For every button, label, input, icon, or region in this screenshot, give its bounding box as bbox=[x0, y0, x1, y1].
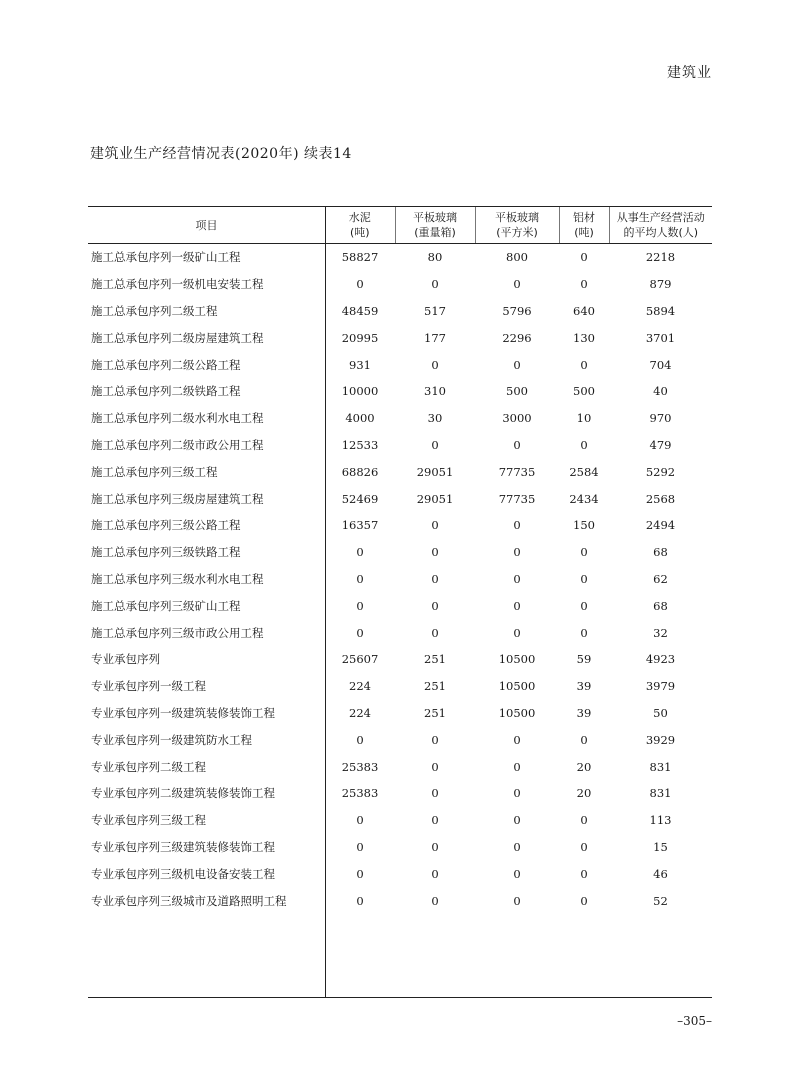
glass-area-cell: 0 bbox=[513, 545, 521, 560]
glass-weight-cell: 251 bbox=[424, 705, 446, 720]
table-row bbox=[88, 244, 712, 271]
glass-weight-cell: 251 bbox=[424, 679, 446, 694]
row-label: 专业承包序列二级建筑装修装饰工程 bbox=[91, 786, 275, 801]
employees-cell: 4923 bbox=[645, 652, 676, 667]
employees-cell: 40 bbox=[653, 384, 668, 399]
glass-area-cell: 0 bbox=[513, 839, 521, 854]
cement-cell: 224 bbox=[349, 705, 371, 720]
cement-cell: 0 bbox=[356, 625, 364, 640]
row-label: 专业承包序列三级城市及道路照明工程 bbox=[91, 893, 287, 908]
table-row bbox=[88, 619, 712, 646]
employees-cell: 50 bbox=[653, 705, 668, 720]
row-label: 专业承包序列三级建筑装修装饰工程 bbox=[91, 839, 275, 854]
employees-cell: 113 bbox=[649, 813, 672, 828]
table-row bbox=[88, 458, 712, 485]
cement-cell: 16357 bbox=[341, 518, 379, 533]
row-label: 施工总承包序列二级铁路工程 bbox=[91, 384, 241, 399]
row-label: 专业承包序列三级工程 bbox=[91, 813, 206, 828]
aluminum-cell: 0 bbox=[580, 813, 588, 828]
cement-cell: 12533 bbox=[341, 437, 379, 452]
cement-cell: 931 bbox=[349, 357, 371, 372]
table-row bbox=[88, 378, 712, 405]
row-label: 施工总承包序列三级工程 bbox=[91, 464, 218, 479]
cement-cell: 25383 bbox=[341, 759, 379, 774]
glass-area-cell: 0 bbox=[513, 732, 521, 747]
glass-area-cell: 0 bbox=[513, 813, 521, 828]
row-label: 施工总承包序列二级公路工程 bbox=[91, 357, 241, 372]
aluminum-cell: 150 bbox=[573, 518, 595, 533]
glass-weight-cell: 251 bbox=[424, 652, 446, 667]
employees-cell: 52 bbox=[653, 893, 668, 908]
column-header-unit: (重量箱) bbox=[414, 226, 456, 239]
employees-cell: 2568 bbox=[645, 491, 676, 506]
header-row bbox=[88, 207, 712, 244]
table-row bbox=[88, 673, 712, 700]
column-header-item bbox=[88, 207, 325, 244]
aluminum-cell: 0 bbox=[580, 625, 588, 640]
employees-cell: 68 bbox=[653, 545, 668, 560]
cement-cell: 25383 bbox=[341, 786, 379, 801]
cement-cell: 0 bbox=[356, 813, 364, 828]
row-label: 施工总承包序列二级房屋建筑工程 bbox=[91, 330, 264, 345]
column-header-label: 水泥 bbox=[348, 211, 371, 224]
row-label: 施工总承包序列二级市政公用工程 bbox=[91, 437, 264, 452]
glass-area-cell: 3000 bbox=[502, 411, 532, 426]
row-label: 专业承包序列二级工程 bbox=[91, 759, 206, 774]
glass-weight-cell: 0 bbox=[431, 571, 439, 586]
table-row bbox=[88, 512, 712, 539]
aluminum-cell: 0 bbox=[580, 545, 588, 560]
glass-weight-cell: 0 bbox=[431, 813, 439, 828]
employees-cell: 68 bbox=[653, 598, 668, 613]
column-header-glass-area bbox=[475, 207, 559, 244]
glass-area-cell: 500 bbox=[506, 384, 528, 399]
employees-cell: 32 bbox=[653, 625, 668, 640]
table-row bbox=[88, 539, 712, 566]
row-label: 专业承包序列三级机电设备安装工程 bbox=[91, 866, 275, 881]
column-header-label: 平板玻璃 bbox=[413, 211, 457, 224]
aluminum-cell: 0 bbox=[580, 437, 588, 452]
table-row bbox=[88, 271, 712, 298]
row-label: 施工总承包序列三级铁路工程 bbox=[91, 545, 241, 560]
cement-cell: 0 bbox=[356, 839, 364, 854]
aluminum-cell: 500 bbox=[573, 384, 595, 399]
glass-area-cell: 5796 bbox=[502, 303, 532, 318]
column-header-unit: (吨) bbox=[349, 226, 370, 239]
cement-cell: 0 bbox=[356, 866, 364, 881]
table-row bbox=[88, 351, 712, 378]
glass-weight-cell: 0 bbox=[431, 277, 439, 292]
cement-cell: 0 bbox=[356, 732, 364, 747]
aluminum-cell: 0 bbox=[580, 839, 588, 854]
aluminum-cell: 0 bbox=[580, 250, 588, 265]
statistics-table bbox=[88, 206, 712, 998]
aluminum-cell: 2434 bbox=[569, 491, 599, 506]
cement-cell: 0 bbox=[356, 277, 364, 292]
cement-cell: 0 bbox=[356, 571, 364, 586]
row-label: 施工总承包序列三级水利水电工程 bbox=[91, 571, 264, 586]
cement-cell: 68826 bbox=[341, 464, 379, 479]
glass-area-cell: 10500 bbox=[498, 679, 536, 694]
employees-cell: 2218 bbox=[645, 250, 676, 265]
row-label: 施工总承包序列三级公路工程 bbox=[91, 518, 241, 533]
cement-cell: 0 bbox=[356, 545, 364, 560]
column-header-unit: 的平均人数(人) bbox=[623, 226, 699, 239]
row-label: 施工总承包序列一级矿山工程 bbox=[91, 250, 241, 265]
glass-area-cell: 0 bbox=[513, 759, 521, 774]
row-label: 施工总承包序列二级水利水电工程 bbox=[91, 411, 264, 426]
column-header-avg-employees bbox=[609, 207, 712, 244]
cement-cell: 10000 bbox=[341, 384, 379, 399]
table-row bbox=[88, 700, 712, 727]
employees-cell: 704 bbox=[649, 357, 672, 372]
row-label: 专业承包序列一级建筑防水工程 bbox=[91, 732, 252, 747]
row-label: 专业承包序列一级工程 bbox=[91, 679, 206, 694]
aluminum-cell: 0 bbox=[580, 893, 588, 908]
glass-weight-cell: 0 bbox=[431, 893, 439, 908]
cement-cell: 224 bbox=[349, 679, 371, 694]
row-label: 施工总承包序列三级市政公用工程 bbox=[91, 625, 264, 640]
column-header-cement bbox=[325, 207, 395, 244]
glass-weight-cell: 0 bbox=[431, 625, 439, 640]
employees-cell: 3979 bbox=[645, 679, 676, 694]
glass-weight-cell: 0 bbox=[431, 759, 439, 774]
glass-area-cell: 0 bbox=[513, 598, 521, 613]
employees-cell: 5292 bbox=[645, 464, 676, 479]
glass-weight-cell: 177 bbox=[424, 330, 446, 345]
table-body bbox=[88, 244, 712, 914]
glass-weight-cell: 0 bbox=[431, 518, 439, 533]
glass-weight-cell: 0 bbox=[431, 357, 439, 372]
aluminum-cell: 130 bbox=[573, 330, 595, 345]
employees-cell: 3929 bbox=[645, 732, 676, 747]
column-header-label: 铝材 bbox=[573, 211, 595, 224]
aluminum-cell: 59 bbox=[576, 652, 592, 667]
glass-area-cell: 0 bbox=[513, 277, 521, 292]
glass-weight-cell: 0 bbox=[431, 545, 439, 560]
glass-weight-cell: 0 bbox=[431, 866, 439, 881]
cement-cell: 58827 bbox=[341, 250, 379, 265]
aluminum-cell: 39 bbox=[576, 679, 592, 694]
cement-cell: 48459 bbox=[341, 303, 379, 318]
glass-area-cell: 0 bbox=[513, 518, 521, 533]
aluminum-cell: 0 bbox=[580, 866, 588, 881]
table-row bbox=[88, 592, 712, 619]
employees-cell: 831 bbox=[649, 759, 672, 774]
table-row bbox=[88, 807, 712, 834]
aluminum-cell: 0 bbox=[580, 357, 588, 372]
employees-cell: 5894 bbox=[645, 303, 676, 318]
column-header-label: 从事生产经营活动 bbox=[616, 211, 705, 224]
table-row bbox=[88, 324, 712, 351]
glass-area-cell: 0 bbox=[513, 866, 521, 881]
data-table bbox=[88, 207, 712, 914]
employees-cell: 831 bbox=[649, 786, 672, 801]
glass-area-cell: 10500 bbox=[498, 705, 536, 720]
glass-area-cell: 0 bbox=[513, 786, 521, 801]
column-header-aluminum bbox=[559, 207, 609, 244]
glass-area-cell: 10500 bbox=[498, 652, 536, 667]
cement-cell: 4000 bbox=[345, 411, 375, 426]
row-label: 施工总承包序列三级矿山工程 bbox=[91, 598, 241, 613]
employees-cell: 879 bbox=[649, 277, 672, 292]
glass-weight-cell: 0 bbox=[431, 732, 439, 747]
row-label: 施工总承包序列三级房屋建筑工程 bbox=[91, 491, 264, 506]
employees-cell: 46 bbox=[653, 866, 668, 881]
table-row bbox=[88, 753, 712, 780]
glass-area-cell: 0 bbox=[513, 571, 521, 586]
employees-cell: 479 bbox=[649, 437, 672, 452]
table-row bbox=[88, 860, 712, 887]
aluminum-cell: 0 bbox=[580, 571, 588, 586]
row-label: 施工总承包序列一级机电安装工程 bbox=[91, 277, 264, 292]
glass-weight-cell: 0 bbox=[431, 437, 439, 452]
cement-cell: 52469 bbox=[341, 491, 379, 506]
aluminum-cell: 39 bbox=[576, 705, 592, 720]
glass-area-cell: 0 bbox=[513, 893, 521, 908]
aluminum-cell: 20 bbox=[576, 786, 592, 801]
cement-cell: 0 bbox=[356, 893, 364, 908]
aluminum-cell: 640 bbox=[573, 303, 595, 318]
aluminum-cell: 2584 bbox=[569, 464, 599, 479]
glass-area-cell: 77735 bbox=[498, 491, 536, 506]
table-row bbox=[88, 646, 712, 673]
glass-weight-cell: 310 bbox=[424, 384, 446, 399]
glass-weight-cell: 0 bbox=[431, 786, 439, 801]
table-row bbox=[88, 432, 712, 459]
glass-weight-cell: 0 bbox=[431, 839, 439, 854]
row-label: 专业承包序列一级建筑装修装饰工程 bbox=[91, 705, 275, 720]
cement-cell: 0 bbox=[356, 598, 364, 613]
row-label: 施工总承包序列二级工程 bbox=[91, 303, 218, 318]
running-head: 建筑业 bbox=[667, 65, 712, 81]
cement-cell: 25607 bbox=[341, 652, 379, 667]
employees-cell: 2494 bbox=[645, 518, 676, 533]
column-header-unit: (吨) bbox=[574, 226, 594, 239]
glass-weight-cell: 0 bbox=[431, 598, 439, 613]
glass-weight-cell: 29051 bbox=[416, 464, 454, 479]
aluminum-cell: 0 bbox=[580, 732, 588, 747]
table-row bbox=[88, 485, 712, 512]
aluminum-cell: 0 bbox=[580, 598, 588, 613]
aluminum-cell: 0 bbox=[580, 277, 588, 292]
aluminum-cell: 10 bbox=[576, 411, 592, 426]
cement-cell: 20995 bbox=[341, 330, 379, 345]
aluminum-cell: 20 bbox=[576, 759, 592, 774]
glass-weight-cell: 80 bbox=[427, 250, 443, 265]
employees-cell: 970 bbox=[649, 411, 672, 426]
glass-area-cell: 800 bbox=[506, 250, 528, 265]
table-row bbox=[88, 566, 712, 593]
employees-cell: 3701 bbox=[645, 330, 676, 345]
row-label: 专业承包序列 bbox=[91, 652, 160, 667]
table-row bbox=[88, 405, 712, 432]
glass-weight-cell: 517 bbox=[424, 303, 446, 318]
column-header-glass-weight bbox=[395, 207, 475, 244]
table-title: 建筑业生产经营情况表(2020年) 续表14 bbox=[90, 146, 352, 162]
glass-area-cell: 0 bbox=[513, 625, 521, 640]
glass-area-cell: 77735 bbox=[498, 464, 536, 479]
column-header-label: 项目 bbox=[195, 218, 218, 232]
employees-cell: 15 bbox=[653, 839, 668, 854]
glass-weight-cell: 30 bbox=[427, 411, 443, 426]
table-row bbox=[88, 726, 712, 753]
page-number: –305– bbox=[677, 1014, 712, 1028]
table-row bbox=[88, 780, 712, 807]
column-header-label: 平板玻璃 bbox=[495, 211, 539, 224]
employees-cell: 62 bbox=[653, 571, 668, 586]
table-row bbox=[88, 298, 712, 325]
glass-area-cell: 0 bbox=[513, 437, 521, 452]
glass-area-cell: 0 bbox=[513, 357, 521, 372]
glass-area-cell: 2296 bbox=[502, 330, 532, 345]
table-row bbox=[88, 834, 712, 861]
table-row bbox=[88, 887, 712, 914]
column-header-unit: (平方米) bbox=[496, 226, 538, 239]
glass-weight-cell: 29051 bbox=[416, 491, 454, 506]
